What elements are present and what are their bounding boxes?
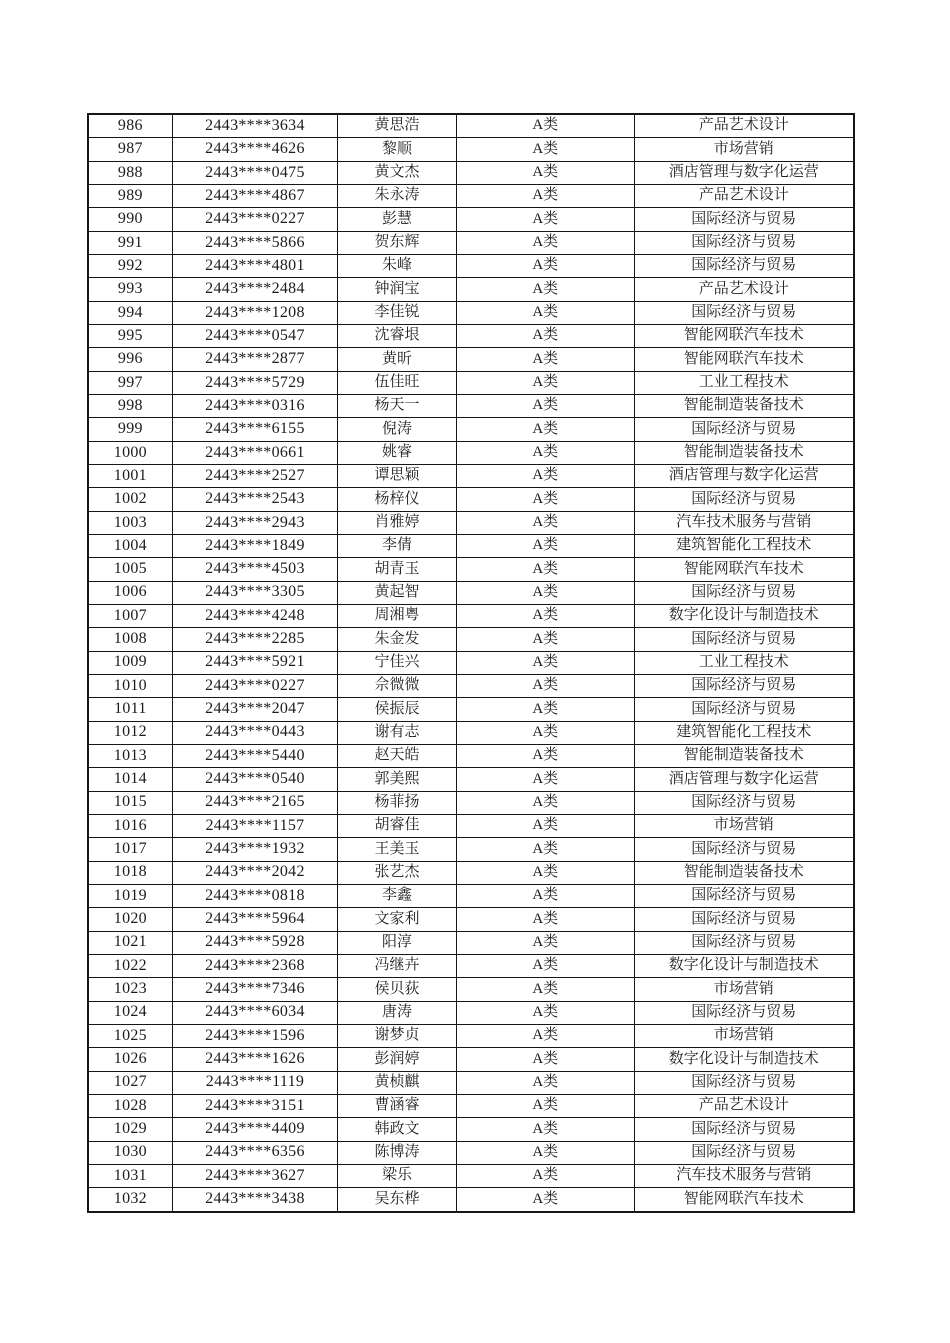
cell-student-name: 贺东辉 xyxy=(338,231,457,254)
cell-row-number: 1019 xyxy=(88,884,172,907)
cell-student-name: 肖雅婷 xyxy=(338,511,457,534)
cell-category: A类 xyxy=(456,908,634,931)
cell-row-number: 1004 xyxy=(88,535,172,558)
cell-category: A类 xyxy=(456,978,634,1001)
cell-category: A类 xyxy=(456,954,634,977)
cell-row-number: 999 xyxy=(88,418,172,441)
table-row xyxy=(88,418,854,441)
cell-student-name: 张艺杰 xyxy=(338,861,457,884)
cell-student-name: 伍佳旺 xyxy=(338,371,457,394)
cell-major: 智能网联汽车技术 xyxy=(634,348,854,371)
cell-category: A类 xyxy=(456,745,634,768)
cell-category: A类 xyxy=(456,114,634,138)
cell-exam-id: 2443****1119 xyxy=(172,1071,337,1094)
cell-major: 国际经济与贸易 xyxy=(634,1071,854,1094)
cell-exam-id: 2443****5729 xyxy=(172,371,337,394)
cell-row-number: 1029 xyxy=(88,1118,172,1141)
cell-exam-id: 2443****1596 xyxy=(172,1024,337,1047)
table-row xyxy=(88,1094,854,1117)
cell-category: A类 xyxy=(456,651,634,674)
cell-major: 酒店管理与数字化运营 xyxy=(634,465,854,488)
cell-student-name: 黄桢麒 xyxy=(338,1071,457,1094)
table-row xyxy=(88,185,854,208)
table-row xyxy=(88,581,854,604)
cell-exam-id: 2443****3438 xyxy=(172,1188,337,1212)
cell-exam-id: 2443****0475 xyxy=(172,161,337,184)
cell-row-number: 989 xyxy=(88,185,172,208)
cell-exam-id: 2443****2943 xyxy=(172,511,337,534)
cell-student-name: 杨菲扬 xyxy=(338,791,457,814)
cell-category: A类 xyxy=(456,791,634,814)
cell-exam-id: 2443****2042 xyxy=(172,861,337,884)
cell-major: 国际经济与贸易 xyxy=(634,838,854,861)
cell-row-number: 990 xyxy=(88,208,172,231)
cell-exam-id: 2443****0818 xyxy=(172,884,337,907)
cell-major: 市场营销 xyxy=(634,978,854,1001)
cell-exam-id: 2443****3627 xyxy=(172,1164,337,1187)
cell-category: A类 xyxy=(456,1141,634,1164)
cell-exam-id: 2443****4409 xyxy=(172,1118,337,1141)
cell-row-number: 1023 xyxy=(88,978,172,1001)
cell-category: A类 xyxy=(456,815,634,838)
cell-exam-id: 2443****2165 xyxy=(172,791,337,814)
cell-row-number: 1022 xyxy=(88,954,172,977)
cell-student-name: 梁乐 xyxy=(338,1164,457,1187)
cell-major: 智能网联汽车技术 xyxy=(634,1188,854,1212)
table-row xyxy=(88,231,854,254)
table-row xyxy=(88,931,854,954)
cell-student-name: 朱永涛 xyxy=(338,185,457,208)
table-row xyxy=(88,954,854,977)
cell-student-name: 黄起智 xyxy=(338,581,457,604)
cell-student-name: 曹涵睿 xyxy=(338,1094,457,1117)
table-row xyxy=(88,208,854,231)
cell-row-number: 1030 xyxy=(88,1141,172,1164)
cell-student-name: 杨天一 xyxy=(338,395,457,418)
cell-major: 智能制造装备技术 xyxy=(634,745,854,768)
table-row xyxy=(88,884,854,907)
cell-category: A类 xyxy=(456,1024,634,1047)
cell-exam-id: 2443****4626 xyxy=(172,138,337,161)
cell-exam-id: 2443****3305 xyxy=(172,581,337,604)
cell-major: 市场营销 xyxy=(634,815,854,838)
cell-major: 智能制造装备技术 xyxy=(634,861,854,884)
cell-student-name: 黎顺 xyxy=(338,138,457,161)
cell-category: A类 xyxy=(456,581,634,604)
cell-major: 国际经济与贸易 xyxy=(634,628,854,651)
table-row xyxy=(88,114,854,138)
cell-category: A类 xyxy=(456,441,634,464)
cell-row-number: 1028 xyxy=(88,1094,172,1117)
table-row xyxy=(88,605,854,628)
cell-student-name: 朱金发 xyxy=(338,628,457,651)
cell-row-number: 1001 xyxy=(88,465,172,488)
cell-student-name: 冯继卉 xyxy=(338,954,457,977)
table-row xyxy=(88,768,854,791)
cell-exam-id: 2443****0540 xyxy=(172,768,337,791)
table-row xyxy=(88,1001,854,1024)
cell-exam-id: 2443****2047 xyxy=(172,698,337,721)
cell-major: 智能网联汽车技术 xyxy=(634,325,854,348)
cell-exam-id: 2443****1208 xyxy=(172,301,337,324)
cell-category: A类 xyxy=(456,511,634,534)
cell-major: 国际经济与贸易 xyxy=(634,208,854,231)
cell-exam-id: 2443****0443 xyxy=(172,721,337,744)
cell-student-name: 侯振辰 xyxy=(338,698,457,721)
cell-exam-id: 2443****2877 xyxy=(172,348,337,371)
cell-row-number: 1002 xyxy=(88,488,172,511)
cell-student-name: 谭思颖 xyxy=(338,465,457,488)
table-row xyxy=(88,325,854,348)
cell-category: A类 xyxy=(456,884,634,907)
cell-student-name: 黄昕 xyxy=(338,348,457,371)
cell-major: 国际经济与贸易 xyxy=(634,581,854,604)
table-row xyxy=(88,628,854,651)
cell-exam-id: 2443****1849 xyxy=(172,535,337,558)
cell-row-number: 1017 xyxy=(88,838,172,861)
cell-row-number: 1026 xyxy=(88,1048,172,1071)
cell-major: 酒店管理与数字化运营 xyxy=(634,161,854,184)
cell-row-number: 1010 xyxy=(88,675,172,698)
cell-major: 国际经济与贸易 xyxy=(634,418,854,441)
cell-category: A类 xyxy=(456,628,634,651)
cell-category: A类 xyxy=(456,838,634,861)
cell-major: 工业工程技术 xyxy=(634,651,854,674)
cell-category: A类 xyxy=(456,1001,634,1024)
cell-student-name: 彭慧 xyxy=(338,208,457,231)
cell-row-number: 997 xyxy=(88,371,172,394)
table-row xyxy=(88,255,854,278)
cell-student-name: 谢有志 xyxy=(338,721,457,744)
cell-student-name: 朱峰 xyxy=(338,255,457,278)
cell-major: 智能制造装备技术 xyxy=(634,395,854,418)
table-row xyxy=(88,1118,854,1141)
cell-row-number: 998 xyxy=(88,395,172,418)
table-row xyxy=(88,558,854,581)
cell-major: 市场营销 xyxy=(634,1024,854,1047)
cell-student-name: 黄文杰 xyxy=(338,161,457,184)
cell-category: A类 xyxy=(456,558,634,581)
cell-major: 国际经济与贸易 xyxy=(634,1141,854,1164)
cell-major: 国际经济与贸易 xyxy=(634,1118,854,1141)
cell-row-number: 1024 xyxy=(88,1001,172,1024)
cell-row-number: 993 xyxy=(88,278,172,301)
cell-exam-id: 2443****6356 xyxy=(172,1141,337,1164)
cell-student-name: 姚睿 xyxy=(338,441,457,464)
cell-category: A类 xyxy=(456,138,634,161)
cell-row-number: 1008 xyxy=(88,628,172,651)
cell-exam-id: 2443****4503 xyxy=(172,558,337,581)
cell-student-name: 王美玉 xyxy=(338,838,457,861)
cell-major: 汽车技术服务与营销 xyxy=(634,511,854,534)
cell-exam-id: 2443****4248 xyxy=(172,605,337,628)
cell-row-number: 1032 xyxy=(88,1188,172,1212)
cell-row-number: 1021 xyxy=(88,931,172,954)
cell-exam-id: 2443****3634 xyxy=(172,114,337,138)
cell-student-name: 周湘粤 xyxy=(338,605,457,628)
cell-row-number: 988 xyxy=(88,161,172,184)
table-row xyxy=(88,651,854,674)
cell-exam-id: 2443****5928 xyxy=(172,931,337,954)
cell-student-name: 李佳锐 xyxy=(338,301,457,324)
cell-exam-id: 2443****5866 xyxy=(172,231,337,254)
cell-major: 国际经济与贸易 xyxy=(634,488,854,511)
cell-major: 国际经济与贸易 xyxy=(634,1001,854,1024)
cell-row-number: 995 xyxy=(88,325,172,348)
cell-major: 建筑智能化工程技术 xyxy=(634,721,854,744)
cell-student-name: 李鑫 xyxy=(338,884,457,907)
cell-category: A类 xyxy=(456,675,634,698)
cell-major: 智能网联汽车技术 xyxy=(634,558,854,581)
cell-student-name: 彭润婷 xyxy=(338,1048,457,1071)
cell-category: A类 xyxy=(456,1188,634,1212)
cell-student-name: 宁佳兴 xyxy=(338,651,457,674)
cell-row-number: 1009 xyxy=(88,651,172,674)
table-row xyxy=(88,278,854,301)
cell-major: 国际经济与贸易 xyxy=(634,675,854,698)
cell-category: A类 xyxy=(456,255,634,278)
cell-major: 市场营销 xyxy=(634,138,854,161)
cell-category: A类 xyxy=(456,348,634,371)
cell-row-number: 1015 xyxy=(88,791,172,814)
table-row xyxy=(88,675,854,698)
cell-category: A类 xyxy=(456,301,634,324)
cell-category: A类 xyxy=(456,418,634,441)
cell-exam-id: 2443****7346 xyxy=(172,978,337,1001)
cell-exam-id: 2443****3151 xyxy=(172,1094,337,1117)
cell-row-number: 991 xyxy=(88,231,172,254)
table-row xyxy=(88,1164,854,1187)
admission-roster-table xyxy=(87,113,855,1213)
cell-row-number: 1025 xyxy=(88,1024,172,1047)
cell-row-number: 1012 xyxy=(88,721,172,744)
table-row xyxy=(88,488,854,511)
cell-exam-id: 2443****2527 xyxy=(172,465,337,488)
cell-category: A类 xyxy=(456,768,634,791)
cell-major: 工业工程技术 xyxy=(634,371,854,394)
cell-row-number: 1006 xyxy=(88,581,172,604)
cell-category: A类 xyxy=(456,861,634,884)
table-row xyxy=(88,161,854,184)
cell-category: A类 xyxy=(456,185,634,208)
table-row xyxy=(88,395,854,418)
cell-row-number: 986 xyxy=(88,114,172,138)
cell-exam-id: 2443****5440 xyxy=(172,745,337,768)
cell-category: A类 xyxy=(456,931,634,954)
table-row xyxy=(88,721,854,744)
table-row xyxy=(88,1024,854,1047)
cell-category: A类 xyxy=(456,1164,634,1187)
table-row xyxy=(88,535,854,558)
cell-student-name: 钟润宝 xyxy=(338,278,457,301)
cell-category: A类 xyxy=(456,1094,634,1117)
cell-exam-id: 2443****4801 xyxy=(172,255,337,278)
table-row xyxy=(88,1071,854,1094)
cell-major: 国际经济与贸易 xyxy=(634,931,854,954)
cell-row-number: 1007 xyxy=(88,605,172,628)
cell-exam-id: 2443****6155 xyxy=(172,418,337,441)
cell-student-name: 郭美熙 xyxy=(338,768,457,791)
cell-major: 数字化设计与制造技术 xyxy=(634,1048,854,1071)
table-row xyxy=(88,908,854,931)
cell-category: A类 xyxy=(456,231,634,254)
table-row xyxy=(88,465,854,488)
cell-student-name: 黄思浩 xyxy=(338,114,457,138)
cell-category: A类 xyxy=(456,278,634,301)
cell-major: 数字化设计与制造技术 xyxy=(634,954,854,977)
cell-category: A类 xyxy=(456,1071,634,1094)
cell-student-name: 胡睿佳 xyxy=(338,815,457,838)
table-row xyxy=(88,861,854,884)
cell-category: A类 xyxy=(456,1048,634,1071)
cell-category: A类 xyxy=(456,698,634,721)
cell-exam-id: 2443****2285 xyxy=(172,628,337,651)
table-row xyxy=(88,371,854,394)
cell-student-name: 文家利 xyxy=(338,908,457,931)
cell-student-name: 唐涛 xyxy=(338,1001,457,1024)
cell-category: A类 xyxy=(456,325,634,348)
cell-major: 国际经济与贸易 xyxy=(634,255,854,278)
table-row xyxy=(88,138,854,161)
cell-exam-id: 2443****0661 xyxy=(172,441,337,464)
cell-exam-id: 2443****0227 xyxy=(172,675,337,698)
cell-row-number: 1018 xyxy=(88,861,172,884)
cell-major: 国际经济与贸易 xyxy=(634,791,854,814)
table-row xyxy=(88,301,854,324)
cell-major: 建筑智能化工程技术 xyxy=(634,535,854,558)
cell-major: 国际经济与贸易 xyxy=(634,231,854,254)
cell-exam-id: 2443****2368 xyxy=(172,954,337,977)
cell-exam-id: 2443****1932 xyxy=(172,838,337,861)
cell-exam-id: 2443****5964 xyxy=(172,908,337,931)
cell-student-name: 陈博涛 xyxy=(338,1141,457,1164)
cell-category: A类 xyxy=(456,371,634,394)
cell-major: 智能制造装备技术 xyxy=(634,441,854,464)
cell-student-name: 佘微微 xyxy=(338,675,457,698)
cell-student-name: 韩政文 xyxy=(338,1118,457,1141)
cell-major: 产品艺术设计 xyxy=(634,114,854,138)
cell-major: 产品艺术设计 xyxy=(634,185,854,208)
cell-category: A类 xyxy=(456,465,634,488)
cell-row-number: 987 xyxy=(88,138,172,161)
cell-exam-id: 2443****4867 xyxy=(172,185,337,208)
cell-row-number: 1003 xyxy=(88,511,172,534)
cell-row-number: 994 xyxy=(88,301,172,324)
cell-student-name: 李倩 xyxy=(338,535,457,558)
cell-row-number: 1000 xyxy=(88,441,172,464)
cell-exam-id: 2443****1157 xyxy=(172,815,337,838)
cell-row-number: 1027 xyxy=(88,1071,172,1094)
table-row xyxy=(88,978,854,1001)
table-row xyxy=(88,1048,854,1071)
cell-student-name: 杨梓仪 xyxy=(338,488,457,511)
cell-category: A类 xyxy=(456,208,634,231)
cell-major: 数字化设计与制造技术 xyxy=(634,605,854,628)
table-row xyxy=(88,441,854,464)
cell-exam-id: 2443****0547 xyxy=(172,325,337,348)
cell-exam-id: 2443****2543 xyxy=(172,488,337,511)
table-row xyxy=(88,838,854,861)
cell-category: A类 xyxy=(456,395,634,418)
table-row xyxy=(88,1141,854,1164)
cell-major: 国际经济与贸易 xyxy=(634,698,854,721)
cell-row-number: 1005 xyxy=(88,558,172,581)
table-row xyxy=(88,511,854,534)
cell-student-name: 倪涛 xyxy=(338,418,457,441)
cell-exam-id: 2443****0316 xyxy=(172,395,337,418)
cell-major: 产品艺术设计 xyxy=(634,1094,854,1117)
cell-category: A类 xyxy=(456,1118,634,1141)
table-row xyxy=(88,1188,854,1212)
cell-student-name: 吴东桦 xyxy=(338,1188,457,1212)
cell-major: 产品艺术设计 xyxy=(634,278,854,301)
cell-exam-id: 2443****1626 xyxy=(172,1048,337,1071)
cell-exam-id: 2443****5921 xyxy=(172,651,337,674)
cell-student-name: 赵天皓 xyxy=(338,745,457,768)
cell-student-name: 阳淳 xyxy=(338,931,457,954)
cell-major: 汽车技术服务与营销 xyxy=(634,1164,854,1187)
cell-row-number: 1014 xyxy=(88,768,172,791)
table-row xyxy=(88,745,854,768)
cell-category: A类 xyxy=(456,161,634,184)
cell-row-number: 1016 xyxy=(88,815,172,838)
cell-row-number: 1011 xyxy=(88,698,172,721)
table-row xyxy=(88,698,854,721)
cell-category: A类 xyxy=(456,605,634,628)
cell-row-number: 1013 xyxy=(88,745,172,768)
cell-major: 国际经济与贸易 xyxy=(634,301,854,324)
cell-major: 国际经济与贸易 xyxy=(634,908,854,931)
cell-exam-id: 2443****0227 xyxy=(172,208,337,231)
cell-major: 酒店管理与数字化运营 xyxy=(634,768,854,791)
cell-category: A类 xyxy=(456,721,634,744)
roster-body xyxy=(88,114,854,1212)
cell-student-name: 侯贝荻 xyxy=(338,978,457,1001)
cell-row-number: 992 xyxy=(88,255,172,278)
cell-exam-id: 2443****2484 xyxy=(172,278,337,301)
cell-category: A类 xyxy=(456,488,634,511)
cell-category: A类 xyxy=(456,535,634,558)
table-row xyxy=(88,348,854,371)
cell-student-name: 胡青玉 xyxy=(338,558,457,581)
cell-exam-id: 2443****6034 xyxy=(172,1001,337,1024)
table-row xyxy=(88,815,854,838)
cell-student-name: 谢梦贞 xyxy=(338,1024,457,1047)
cell-major: 国际经济与贸易 xyxy=(634,884,854,907)
cell-student-name: 沈睿垠 xyxy=(338,325,457,348)
cell-row-number: 1020 xyxy=(88,908,172,931)
table-row xyxy=(88,791,854,814)
cell-row-number: 996 xyxy=(88,348,172,371)
cell-row-number: 1031 xyxy=(88,1164,172,1187)
